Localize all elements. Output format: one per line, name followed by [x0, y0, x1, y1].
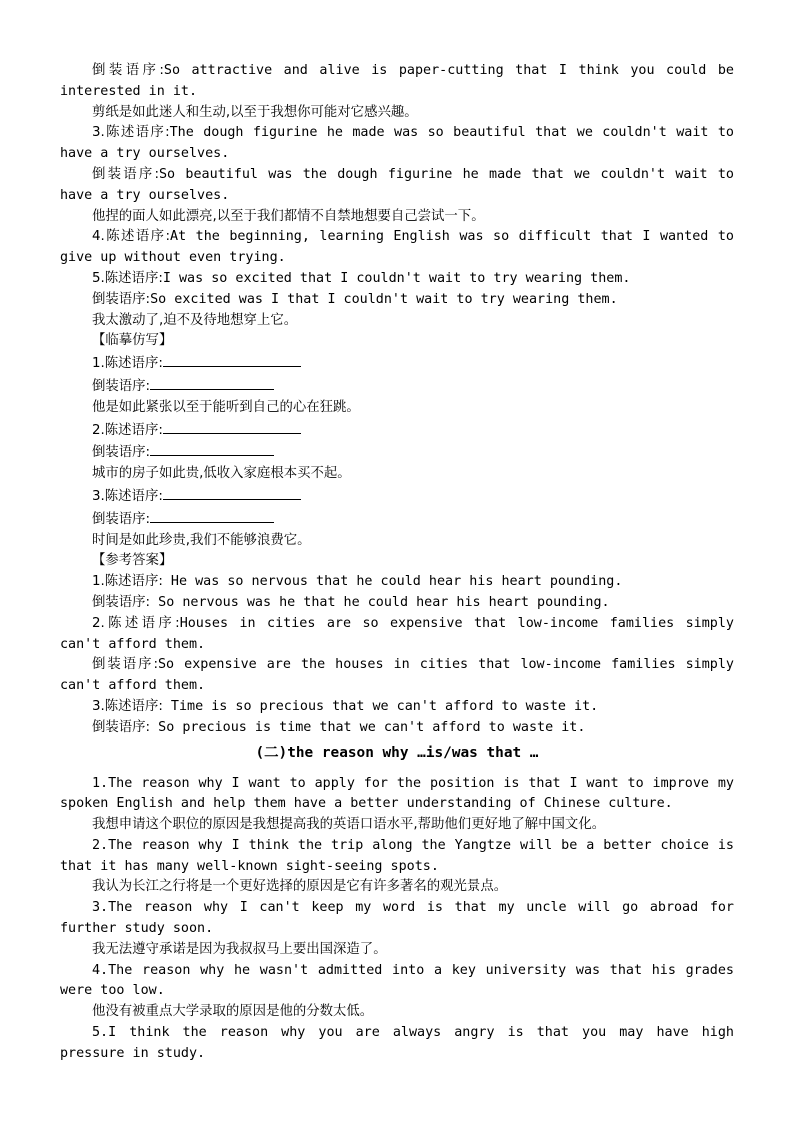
example-sentence: 4.The reason why he wasn't admitted into a key university was that his grades were too low. — [60, 962, 734, 999]
answer-blank[interactable] — [150, 375, 274, 390]
answer-line: 2.陈述语序:Houses in cities are so expensive that low-income families simply can't afford them. — [60, 615, 734, 652]
example-line: 3.陈述语序:The dough figurine he made was so beautiful that we couldn't wait to have a try ourselves. — [60, 125, 734, 162]
example-translation: 我认为长江之行将是一个更好选择的原因是它有许多著名的观光景点。 — [92, 879, 508, 895]
example-line: 4.陈述语序:At the beginning, learning English was so difficult that I wanted to give up without even trying. — [60, 229, 734, 266]
exercise-inversion: 倒装语序: — [60, 441, 734, 464]
section-answers — [60, 551, 734, 738]
exercise-chinese: 城市的房子如此贵,低收入家庭根本买不起。 — [92, 466, 351, 482]
answer-blank[interactable] — [150, 508, 274, 523]
document-page — [60, 61, 734, 1065]
answer-line: 倒装语序: So precious is time that we can't afford to waste it. — [92, 719, 586, 735]
example-sentence: 2.The reason why I think the trip along the Yangtze will be a better choice is that it has many well-known sight-seeing spots. — [60, 837, 734, 874]
example-sentence: 5.I think the reason why you are always angry is that you may have high pressure in study. — [60, 1025, 734, 1061]
example-line: 5.陈述语序:I was so excited that I couldn't wait to try wearing them. — [92, 270, 631, 286]
answer-blank[interactable] — [163, 419, 301, 434]
exercise-statement: 2.陈述语序: — [60, 419, 734, 442]
example-sentence: 3.The reason why I can't keep my word is that my uncle will go abroad for further study soon. — [60, 900, 734, 937]
example-line: 倒装语序:So excited was I that I couldn't wait to try wearing them. — [92, 291, 618, 307]
section-imitation — [60, 331, 734, 551]
example-line: 倒装语序:So beautiful was the dough figurine he made that we couldn't wait to have a try ourselves. — [60, 166, 734, 203]
answer-line: 1.陈述语序: He was so nervous that he could hear his heart pounding. — [92, 574, 623, 590]
example-translation: 我无法遵守承诺是因为我叔叔马上要出国深造了。 — [92, 941, 387, 957]
answer-line: 倒装语序:So expensive are the houses in cities that low-income families simply can't afford them. — [60, 657, 734, 694]
section-heading: (二)the reason why …is/was that … — [255, 744, 539, 761]
section-inversion-examples — [60, 61, 734, 331]
answer-blank[interactable] — [163, 485, 301, 500]
example-translation: 我想申请这个职位的原因是我想提高我的英语口语水平,帮助他们更好地了解中国文化。 — [92, 817, 606, 833]
exercise-chinese: 时间是如此珍贵,我们不能够浪费它。 — [92, 532, 311, 548]
answer-line: 倒装语序: So nervous was he that he could hear his heart pounding. — [92, 594, 610, 610]
exercise-statement: 1.陈述语序: — [60, 352, 734, 375]
answers-title: 【参考答案】 — [92, 553, 173, 569]
example-line: 倒装语序:So attractive and alive is paper-cutting that I think you could be interested in it. — [60, 63, 734, 99]
example-translation: 他捏的面人如此漂亮,以至于我们都情不自禁地想要自己尝试一下。 — [92, 208, 485, 224]
answer-blank[interactable] — [163, 352, 301, 367]
exercise-chinese: 他是如此紧张以至于能听到自己的心在狂跳。 — [92, 399, 360, 415]
example-sentence: 1.The reason why I want to apply for the position is that I want to improve my spoken English and help them have a better understanding of Chinese culture. — [60, 775, 734, 812]
example-translation: 剪纸是如此迷人和生动,以至于我想你可能对它感兴趣。 — [92, 104, 418, 120]
answer-blank[interactable] — [150, 441, 274, 456]
example-translation: 他没有被重点大学录取的原因是他的分数太低。 — [92, 1004, 374, 1020]
example-translation: 我太激动了,迫不及待地想穿上它。 — [92, 312, 298, 328]
answer-line: 3.陈述语序: Time is so precious that we can't afford to waste it. — [92, 698, 599, 714]
section-reason-why — [60, 743, 734, 1065]
exercise-statement: 3.陈述语序: — [60, 485, 734, 508]
imitation-title: 【临摹仿写】 — [92, 333, 173, 349]
exercise-inversion: 倒装语序: — [60, 508, 734, 531]
exercise-inversion: 倒装语序: — [60, 375, 734, 398]
